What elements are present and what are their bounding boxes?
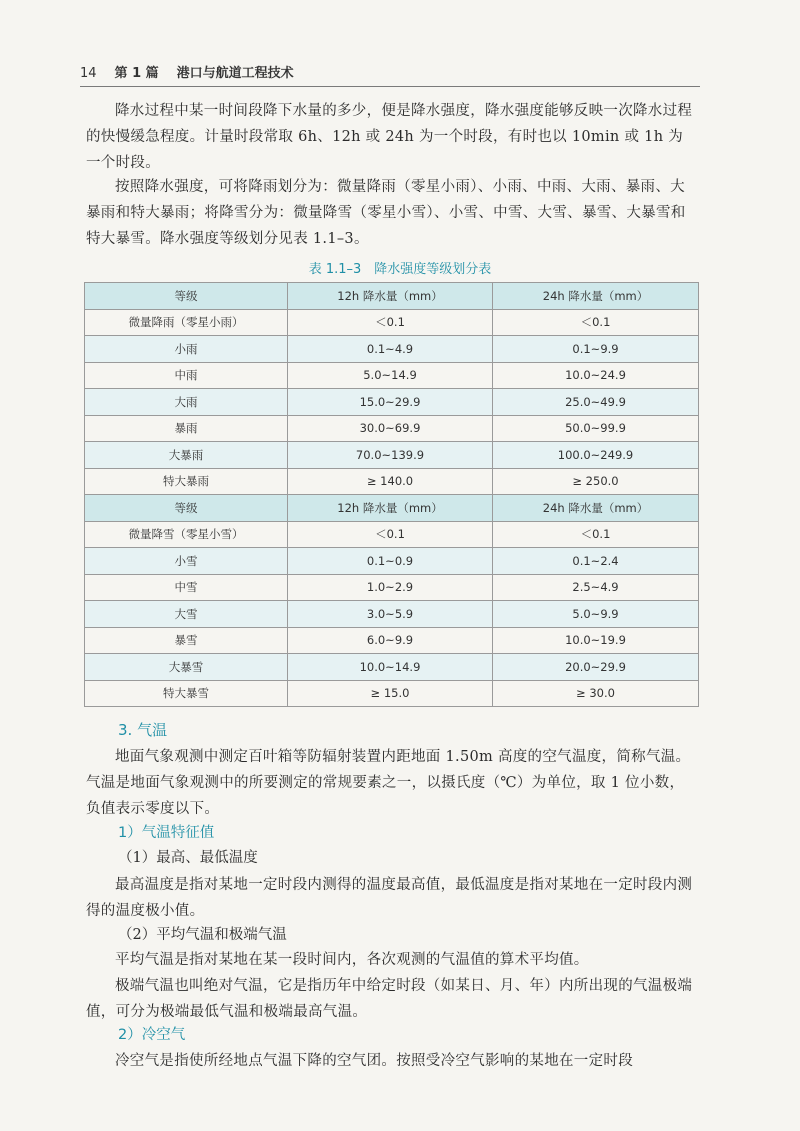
table-cell: 15.0~29.9 [288, 389, 493, 416]
subsubheading-max-min: （1）最高、最低温度 [118, 850, 258, 866]
section-heading-temperature: 3. 气温 [118, 721, 168, 739]
table-row [85, 415, 699, 442]
table-cell: 1.0~2.9 [288, 574, 493, 601]
table-cell: 6.0~9.9 [288, 627, 493, 654]
table-cell: 100.0~249.9 [493, 442, 699, 469]
table-cell: 70.0~139.9 [288, 442, 493, 469]
table-cell: 暴雨 [85, 415, 288, 442]
table-cell: ＜0.1 [493, 309, 699, 336]
table-cell: ＜0.1 [493, 521, 699, 548]
table-cell: 大暴雪 [85, 654, 288, 681]
table-cell: 微量降雪（零星小雪） [85, 521, 288, 548]
table-cell: 5.0~9.9 [493, 601, 699, 628]
table-cell: 2.5~4.9 [493, 574, 699, 601]
paragraph-text: 平均气温是指对某地在某一段时间内，各次观测的气温值的算术平均值。 [115, 952, 589, 968]
header-cell: 等级 [85, 495, 288, 522]
table-row [85, 309, 699, 336]
table-cell: 特大暴雨 [85, 468, 288, 495]
paragraph-text: 最高温度是指对某地一定时段内测得的温度最高值，最低温度是指对某地在一定时段内测得的温度极小值。 [86, 877, 693, 919]
paragraph-extreme [86, 973, 696, 1025]
table-row [85, 654, 699, 681]
subheading-cold-air: 2）冷空气 [118, 1027, 186, 1043]
table-cell: 0.1~4.9 [288, 336, 493, 363]
table-cell: 暴雪 [85, 627, 288, 654]
paragraph-max-min [86, 872, 696, 924]
table-cell: ≥ 250.0 [493, 468, 699, 495]
table-cell: 10.0~14.9 [288, 654, 493, 681]
table-cell: 25.0~49.9 [493, 389, 699, 416]
page-number: 14 [80, 66, 97, 81]
paragraph-cold-air [86, 1048, 696, 1074]
table-row [85, 336, 699, 363]
paragraph-temperature-def [86, 744, 696, 822]
table-header-row [85, 283, 699, 310]
table-cell: ≥ 140.0 [288, 468, 493, 495]
table-cell: ＜0.1 [288, 309, 493, 336]
table-header-row [85, 495, 699, 522]
header-cell: 12h 降水量（mm） [288, 495, 493, 522]
part-label: 第 1 篇 [114, 66, 159, 81]
header-cell: 24h 降水量（mm） [493, 495, 699, 522]
table-cell: 中雪 [85, 574, 288, 601]
table-row [85, 362, 699, 389]
table-row [85, 468, 699, 495]
paragraph-text: 地面气象观测中测定百叶箱等防辐射装置内距地面 1.50m 高度的空气温度，简称气温。气温是地面气象观测中的所要测定的常规要素之一，以摄氏度（℃）为单位，取 1 位小数，负值表示零度以下。 [86, 749, 691, 817]
paragraph-average [86, 947, 696, 973]
table-cell: ≥ 15.0 [288, 680, 493, 707]
table-cell: 大雨 [85, 389, 288, 416]
header-cell: 等级 [85, 283, 288, 310]
table-cell: 10.0~24.9 [493, 362, 699, 389]
table-row [85, 680, 699, 707]
table-row [85, 627, 699, 654]
table-cell: 20.0~29.9 [493, 654, 699, 681]
table-cell: ＜0.1 [288, 521, 493, 548]
table-row [85, 442, 699, 469]
table-cell: 小雨 [85, 336, 288, 363]
table-cell: 中雨 [85, 362, 288, 389]
table-cell: 5.0~14.9 [288, 362, 493, 389]
table-cell: 50.0~99.9 [493, 415, 699, 442]
table-row [85, 574, 699, 601]
table-cell: 0.1~0.9 [288, 548, 493, 575]
table-cell: 0.1~9.9 [493, 336, 699, 363]
subheading-temperature-characteristics: 1）气温特征值 [118, 825, 215, 841]
table-caption: 表 1.1–3 降水强度等级划分表 [308, 262, 492, 277]
paragraph-text: 按照降水强度，可将降雨划分为：微量降雨（零星小雨）、小雨、中雨、大雨、暴雨、大暴雨和特大暴雨；将降雪分为：微量降雪（零星小雪）、小雪、中雪、大雪、暴雪、大暴雪和特大暴雪。降水强度等级划分见表 1.1–3。 [86, 179, 686, 247]
paragraph-text: 冷空气是指使所经地点气温下降的空气团。按照受冷空气影响的某地在一定时段 [115, 1053, 633, 1069]
precip-grade-table [84, 282, 699, 707]
table-row [85, 601, 699, 628]
table-cell: 特大暴雪 [85, 680, 288, 707]
table-cell: 10.0~19.9 [493, 627, 699, 654]
paragraph-precip-intensity [86, 98, 696, 176]
table-row [85, 389, 699, 416]
table-row [85, 521, 699, 548]
table-cell: 0.1~2.4 [493, 548, 699, 575]
table-cell: 30.0~69.9 [288, 415, 493, 442]
paragraph-precip-classes [86, 174, 696, 252]
table-cell: 大雪 [85, 601, 288, 628]
paragraph-text: 极端气温也叫绝对气温，它是指历年中给定时段（如某日、月、年）内所出现的气温极端值，可分为极端最低气温和极端最高气温。 [86, 978, 693, 1020]
table-cell: 微量降雨（零星小雨） [85, 309, 288, 336]
table-cell: 大暴雨 [85, 442, 288, 469]
table-cell: 3.0~5.9 [288, 601, 493, 628]
book-title: 港口与航道工程技术 [176, 66, 294, 81]
header-cell: 12h 降水量（mm） [288, 283, 493, 310]
subsubheading-avg-extreme: （2）平均气温和极端气温 [118, 927, 287, 943]
table-row [85, 548, 699, 575]
running-header [80, 62, 700, 81]
table-cell: 小雪 [85, 548, 288, 575]
table-cell: ≥ 30.0 [493, 680, 699, 707]
header-divider [80, 86, 700, 87]
paragraph-text: 降水过程中某一时间段降下水量的多少，便是降水强度，降水强度能够反映一次降水过程的快慢缓急程度。计量时段常取 6h、12h 或 24h 为一个时段，有时也以 10min 或 1h 为一个时段。 [86, 103, 693, 171]
header-cell: 24h 降水量（mm） [493, 283, 699, 310]
